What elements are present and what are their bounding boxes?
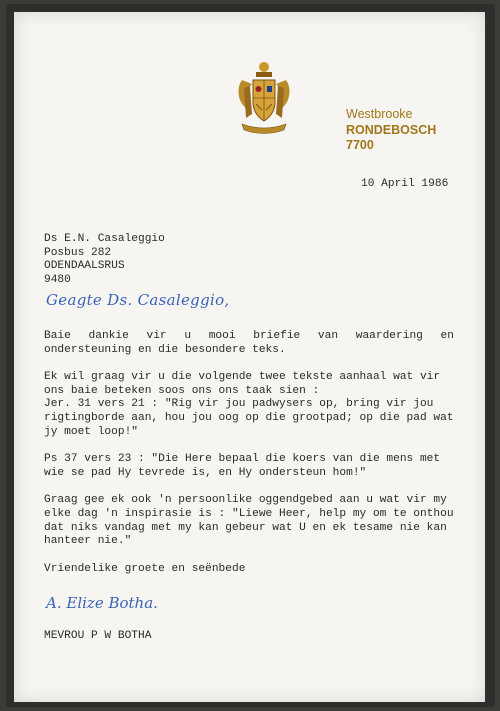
recipient-code: 9480 (44, 273, 71, 286)
paragraph-verse-jeremiah: Jer. 31 vers 21 : "Rig vir jou padwysers op, bring vir jou rigtingborde aan, hou jou oog op die grootpad; op die pad wat jy moet loop!" (44, 398, 454, 438)
paragraph-thanks: Baie dankie vir u mooi briefie van waardering en ondersteuning en die besondere teks. (44, 330, 454, 356)
paragraph-verse-psalm: Ps 37 vers 23 : "Die Here bepaal die koers van die mens met wie se pad Hy tevrede is, en Hy ondersteun hom!" (44, 453, 441, 479)
letterhead-suburb: RONDEBOSCH (346, 122, 437, 137)
letterhead-address (346, 107, 436, 154)
paragraph-verses-intro: Ek wil graag vir u die volgende twee tekste aanhaal wat vir ons baie beteken soos ons ons taak sien : (44, 371, 441, 397)
signature-handwritten: A. Elize Botha. (46, 594, 158, 612)
paragraph-prayer: Graag gee ek ook 'n persoonlike oggendgebed aan u wat vir my elke dag 'n inspirasie is : "Liewe Heer, help my om te onthou dat niks vandag met my kan gebeur wat U en ek tesame nie kan hanteer nie." (44, 494, 454, 548)
letter-body (44, 330, 454, 590)
letterhead-house: Westbrooke (346, 107, 413, 121)
coat-of-arms-crest (234, 58, 294, 138)
signer-name: MEVROU P W BOTHA (44, 630, 152, 642)
paragraph-closing: Vriendelike groete en seënbede (44, 562, 246, 575)
letterhead-postal-code: 7700 (346, 138, 374, 152)
recipient-town: ODENDAALSRUS (44, 260, 125, 272)
recipient-box: Posbus 282 (44, 246, 112, 259)
paragraph-verses (44, 371, 454, 439)
recipient-name: Ds E.N. Casaleggio (44, 233, 165, 245)
recipient-address (44, 233, 165, 287)
letter-date: 10 April 1986 (361, 178, 449, 190)
salutation-handwritten: Geagte Ds. Casaleggio, (46, 291, 230, 309)
